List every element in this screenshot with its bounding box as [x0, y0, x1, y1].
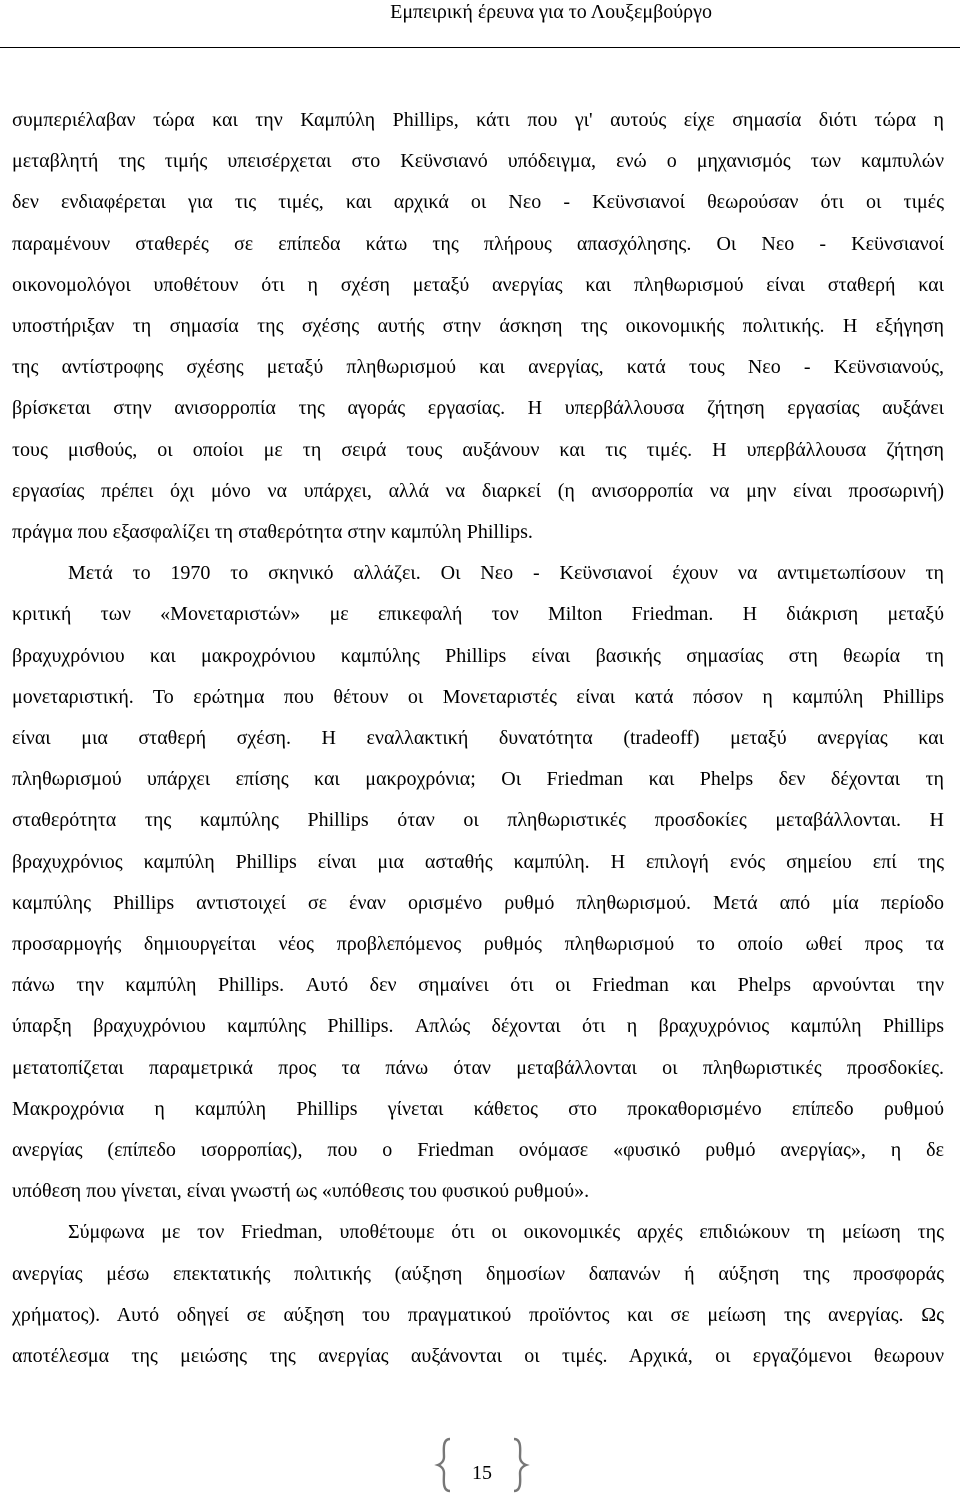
text-line: κριτική των «Μονεταριστών» με επικεφαλή τον Milton Friedman. Η διάκριση μεταξύ: [12, 603, 944, 626]
page-number: 15: [472, 1462, 492, 1484]
text-line: μετατοπίζεται παραμετρικά προς τα πάνω όταν μεταβάλλονται οι πληθωριστικές προσδοκίες.: [12, 1056, 944, 1079]
text-line: σταθερότητα της καμπύλης Phillips όταν οι πληθωριστικές προσδοκίες μεταβάλλονται. Η: [12, 809, 944, 832]
text-line: της αντίστροφης σχέσης μεταξύ πληθωρισμού και ανεργίας, κατά τους Νεο - Κεϋνσιανούς,: [12, 356, 944, 379]
text-line: μεταβλητή της τιμής υπεισέρχεται στο Κεϋνσιανό υπόδειγμα, ενώ ο μηχανισμός των καμπυλών: [12, 150, 944, 173]
running-header: [0, 0, 960, 32]
text-line: είναι μια σταθερή σχέση. Η εναλλακτική δυνατότητα (tradeoff) μεταξύ ανεργίας και: [12, 727, 944, 750]
text-line: ανεργίας μέσω επεκτατικής πολιτικής (αύξηση δημοσίων δαπανών ή αύξηση της προσφοράς: [12, 1262, 944, 1285]
text-line: μονεταριστική. Το ερώτημα που θέτουν οι Μονεταριστές είναι κατά πόσον η καμπύλη Phillips: [12, 685, 944, 708]
paragraph-1: [12, 100, 944, 553]
text-line: οικονομολόγοι υποθέτουν ότι η σχέση μεταξύ ανεργίας και πληθωρισμού είναι σταθερή και: [12, 273, 944, 296]
text-line: υποστήριξαν τη σημασία της σχέσης αυτής στην άσκηση της οικονομικής πολιτικής. Η εξήγηση: [12, 315, 944, 338]
text-line: προσαρμογής δημιουργείται νέος προβλεπόμενος ρυθμός πληθωρισμού το οποίο ωθεί προς τα: [12, 933, 944, 956]
text-line: Μακροχρόνια η καμπύλη Phillips γίνεται κάθετος στο προκαθορισμένο επίπεδο ρυθμού: [12, 1097, 944, 1120]
running-header-title: Εμπειρική έρευνα για το Λουξεμβούργο: [390, 1, 712, 23]
text-line: βραχυχρόνιου και μακροχρόνιου καμπύλης Phillips είναι βασικής σημασίας στη θεωρία τη: [12, 644, 944, 667]
text-line: πληθωρισμού υπάρχει επίσης και μακροχρόνια; Οι Friedman και Phelps δεν δέχονται τη: [12, 768, 944, 791]
body-text: [12, 100, 944, 1377]
text-line: καμπύλης Phillips αντιστοιχεί σε έναν ορισμένο ρυθμό πληθωρισμού. Μετά από μία περίοδο: [12, 891, 944, 914]
text-line: υπόθεση που γίνεται, είναι γνωστή ως «υπόθεσις του φυσικού ρυθμού».: [12, 1180, 590, 1203]
text-line: εργασίας πρέπει όχι μόνο να υπάρχει, αλλά να διαρκεί (η ανισορροπία να μην είναι προσωρινή): [12, 479, 944, 502]
text-line: αποτέλεσμα της μειώσης της ανεργίας αυξάνονται οι τιμές. Αρχικά, οι εργαζόμενοι θεωρουν: [12, 1345, 944, 1368]
paragraph-2: [12, 553, 944, 1212]
text-line: βραχυχρόνιος καμπύλη Phillips είναι μια ασταθής καμπύλη. Η επιλογή ενός σημείου επί της: [12, 850, 944, 873]
header-rule: [0, 47, 960, 48]
text-line: βρίσκεται στην ανισορροπία της αγοράς εργασίας. Η υπερβάλλουσα ζήτηση εργασίας αυξάνει: [12, 397, 944, 420]
page-footer: [434, 1437, 530, 1493]
text-line: πράγμα που εξασφαλίζει τη σταθερότητα στην καμπύλη Phillips.: [12, 521, 533, 544]
paragraph-3: [12, 1212, 944, 1377]
text-line: ύπαρξη βραχυχρόνιου καμπύλης Phillips. Απλώς δέχονται ότι η βραχυχρόνιος καμπύλη Phillips: [12, 1015, 944, 1038]
text-line: τους μισθούς, οι οποίοι με τη σειρά τους αυξάνουν και τις τιμές. Η υπερβάλλουσα ζήτηση: [12, 438, 944, 461]
text-line: ανεργίας (επίπεδο ισορροπίας), που ο Friedman ονόμασε «φυσικό ρυθμό ανεργίας», η δε: [12, 1139, 944, 1162]
text-line: δεν ενδιαφέρεται για τις τιμές, και αρχικά οι Νεο - Κεϋνσιανοί θεωρούσαν ότι οι τιμές: [12, 191, 944, 214]
text-line: Μετά το 1970 το σκηνικό αλλάζει. Οι Νεο - Κεϋνσιανοί έχουν να αντιμετωπίσουν τη: [68, 562, 944, 585]
text-line: χρήματος). Αυτό οδηγεί σε αύξηση του πραγματικού προϊόντος και σε μείωση της ανεργίας. Ως: [12, 1303, 944, 1326]
text-line: παραμένουν σταθερές σε επίπεδα κάτω της πλήρους απασχόλησης. Οι Νεο - Κεϋνσιανοί: [12, 232, 944, 255]
text-line: Σύμφωνα με τον Friedman, υποθέτουμε ότι οι οικονομικές αρχές επιδιώκουν τη μείωση της: [68, 1221, 944, 1244]
text-line: συμπεριέλαβαν τώρα και την Καμπύλη Phillips, κάτι που γι' αυτούς είχε σημασία διότι τώρα η: [12, 109, 944, 131]
text-line: πάνω την καμπύλη Phillips. Αυτό δεν σημαίνει ότι οι Friedman και Phelps αρνούνται την: [12, 974, 944, 997]
